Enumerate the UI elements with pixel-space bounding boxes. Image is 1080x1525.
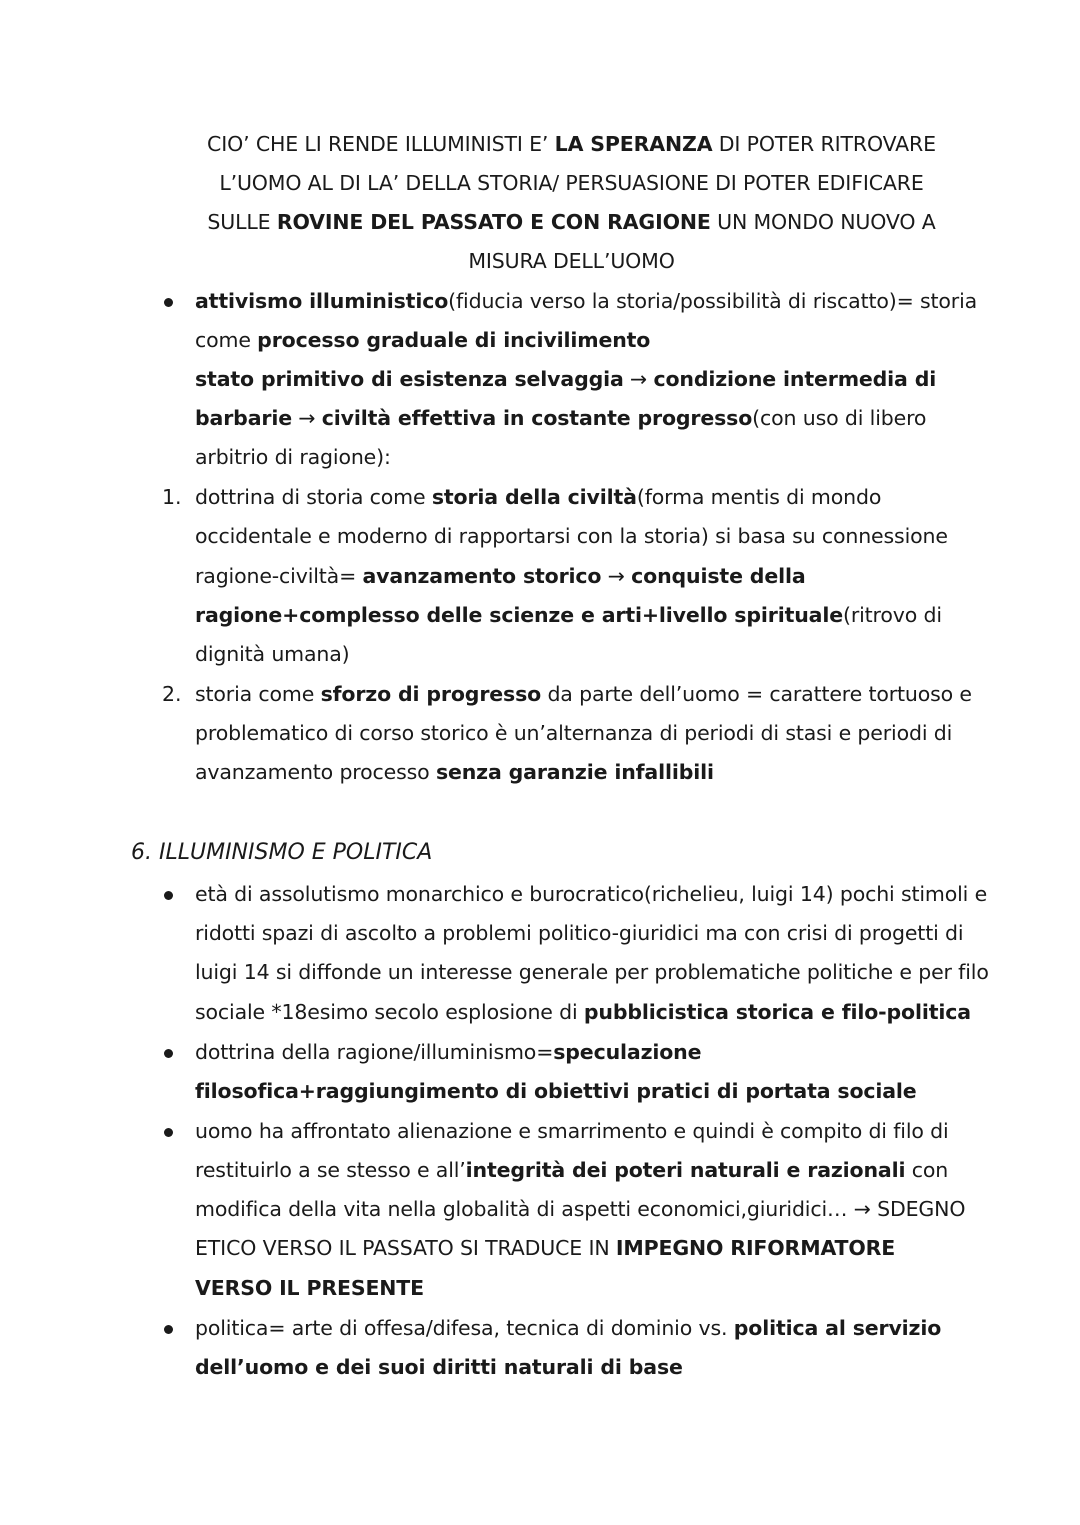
bold-text: ragione+complesso delle scienze e arti+livello spirituale bbox=[195, 603, 843, 627]
attivismo-line-4 bbox=[195, 399, 926, 438]
intro-text: MISURA DELL’UOMO bbox=[468, 249, 675, 273]
bold-text: filosofica+raggiungimento di obiettivi pratici di portata sociale bbox=[195, 1079, 917, 1103]
body-text: modifica della vita nella globalità di aspetti economici,giuridici… → SDEGNO bbox=[195, 1197, 966, 1221]
list-number-2: 2. bbox=[162, 682, 182, 706]
body-text: ETICO VERSO IL PASSATO SI TRADUCE IN bbox=[195, 1236, 616, 1260]
body-text: ridotti spazi di ascolto a problemi politico-giuridici ma con crisi di progetti di bbox=[195, 921, 964, 945]
body-text: restituirlo a se stesso e all’ bbox=[195, 1158, 466, 1182]
bullet-dot bbox=[164, 1325, 173, 1334]
intro-text: SULLE bbox=[207, 210, 277, 234]
attivismo-line-1 bbox=[195, 282, 977, 321]
intro-text: L’UOMO AL DI LA’ DELLA STORIA/ PERSUASIONE DI POTER EDIFICARE bbox=[219, 171, 924, 195]
bold-text: attivismo illuministico bbox=[195, 289, 449, 313]
body-text: da parte dell’uomo = carattere tortuoso e bbox=[541, 682, 972, 706]
body-text: dottrina di storia come bbox=[195, 485, 432, 509]
intro-text: UN MONDO NUOVO A bbox=[710, 210, 936, 234]
intro-bold: LA SPERANZA bbox=[554, 132, 713, 156]
intro-line-1 bbox=[0, 125, 1080, 164]
section6-b1-line-2 bbox=[195, 914, 963, 953]
arrow-text: → bbox=[623, 367, 654, 391]
bold-text: condizione intermedia di bbox=[653, 367, 937, 391]
arrow-text: → bbox=[291, 406, 322, 430]
body-text: dottrina della ragione/illuminismo= bbox=[195, 1040, 554, 1064]
body-text: come bbox=[195, 328, 258, 352]
body-text: problematico di corso storico è un’alternanza di periodi di stasi e periodi di bbox=[195, 721, 953, 745]
attivismo-line-5 bbox=[195, 438, 391, 477]
bold-text: senza garanzie infallibili bbox=[435, 760, 714, 784]
body-text: occidentale e moderno di rapportarsi con la storia) si basa su connessione bbox=[195, 524, 948, 548]
bold-text: processo graduale di incivilimento bbox=[257, 328, 651, 352]
bold-text: IMPEGNO RIFORMATORE bbox=[615, 1236, 896, 1260]
bullet-dot bbox=[164, 891, 173, 900]
intro-bold: ROVINE DEL PASSATO E CON RAGIONE bbox=[276, 210, 711, 234]
bullet-dot bbox=[164, 1128, 173, 1137]
body-text: dignità umana) bbox=[195, 642, 350, 666]
body-text: uomo ha affrontato alienazione e smarrimento e quindi è compito di filo di bbox=[195, 1119, 949, 1143]
bold-text: integrità dei poteri naturali e razionali bbox=[465, 1158, 906, 1182]
bold-text: barbarie bbox=[195, 406, 292, 430]
bold-text: storia della civiltà bbox=[431, 485, 637, 509]
body-text: ragione-civiltà= bbox=[195, 564, 363, 588]
bold-text: VERSO IL PRESENTE bbox=[195, 1276, 424, 1300]
bold-text: sforzo di progresso bbox=[320, 682, 542, 706]
body-text: arbitrio di ragione): bbox=[195, 445, 391, 469]
list-item-1-line-2 bbox=[195, 517, 948, 556]
list-item-2-line-2 bbox=[195, 714, 952, 753]
bold-text: speculazione bbox=[553, 1040, 702, 1064]
list-item-1-line-3 bbox=[195, 557, 806, 596]
section6-b4-line-2 bbox=[195, 1348, 683, 1387]
attivismo-line-2 bbox=[195, 321, 650, 360]
list-number-1: 1. bbox=[162, 485, 182, 509]
intro-line-3 bbox=[0, 203, 1080, 242]
section6-b3-line-3 bbox=[195, 1190, 965, 1229]
arrow-text: → bbox=[601, 564, 632, 588]
list-item-1-line-1 bbox=[195, 478, 881, 517]
section6-b3-line-2 bbox=[195, 1151, 948, 1190]
attivismo-line-3 bbox=[195, 360, 936, 399]
section6-b3-line-1 bbox=[195, 1112, 949, 1151]
section6-b3-line-5 bbox=[195, 1269, 424, 1308]
bold-text: pubblicistica storica e filo-politica bbox=[583, 1000, 971, 1024]
intro-text: DI POTER RITROVARE bbox=[712, 132, 936, 156]
bold-text: avanzamento storico bbox=[362, 564, 602, 588]
bullet-dot bbox=[164, 1049, 173, 1058]
section-heading: 6. ILLUMINISMO E POLITICA bbox=[131, 840, 433, 865]
section6-b4-line-1 bbox=[195, 1309, 941, 1348]
body-text: (fiducia verso la storia/possibilità di riscatto)= storia bbox=[448, 289, 978, 313]
body-text: luigi 14 si diffonde un interesse generale per problematiche politiche e per filo bbox=[195, 960, 989, 984]
bullet-dot bbox=[164, 298, 173, 307]
body-text: (ritrovo di bbox=[842, 603, 942, 627]
bold-text: conquiste della bbox=[631, 564, 806, 588]
body-text: avanzamento processo bbox=[195, 760, 436, 784]
bold-text: stato primitivo di esistenza selvaggia bbox=[195, 367, 624, 391]
intro-line-4 bbox=[0, 242, 1080, 281]
intro-line-2 bbox=[0, 164, 1080, 203]
list-item-2-line-3 bbox=[195, 753, 714, 792]
section6-b1-line-4 bbox=[195, 993, 971, 1032]
section6-b2-line-1 bbox=[195, 1033, 701, 1072]
list-item-2-line-1 bbox=[195, 675, 972, 714]
body-text: età di assolutismo monarchico e burocratico(richelieu, luigi 14) pochi stimoli e bbox=[195, 882, 988, 906]
list-item-1-line-5 bbox=[195, 635, 350, 674]
list-item-1-line-4 bbox=[195, 596, 942, 635]
body-text: (forma mentis di mondo bbox=[636, 485, 882, 509]
section6-b3-line-4 bbox=[195, 1229, 895, 1268]
section6-b2-line-2 bbox=[195, 1072, 917, 1111]
bold-text: dell’uomo e dei suoi diritti naturali di base bbox=[195, 1355, 683, 1379]
body-text: politica= arte di offesa/difesa, tecnica di dominio vs. bbox=[195, 1316, 734, 1340]
section6-b1-line-3 bbox=[195, 953, 989, 992]
body-text: storia come bbox=[195, 682, 321, 706]
body-text: sociale *18esimo secolo esplosione di bbox=[195, 1000, 584, 1024]
bold-text: politica al servizio bbox=[733, 1316, 942, 1340]
intro-text: CIO’ CHE LI RENDE ILLUMINISTI E’ bbox=[207, 132, 555, 156]
body-text: con bbox=[905, 1158, 949, 1182]
body-text: (con uso di libero bbox=[752, 406, 927, 430]
bold-text: civiltà effettiva in costante progresso bbox=[321, 406, 753, 430]
section6-b1-line-1 bbox=[195, 875, 987, 914]
